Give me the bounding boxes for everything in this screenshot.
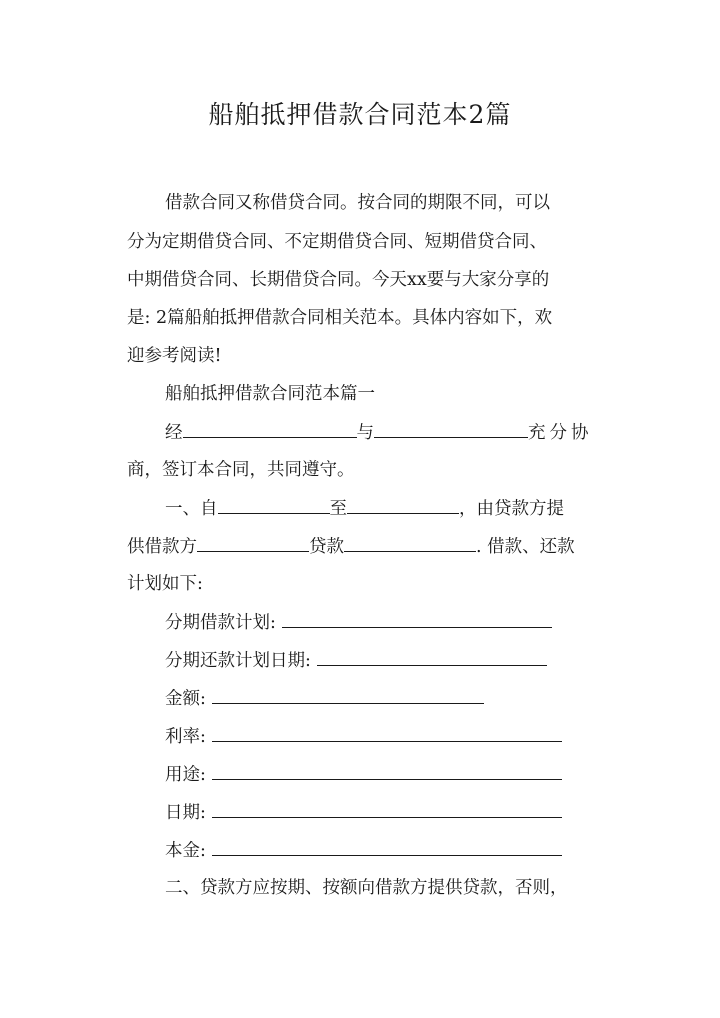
purpose-field: [165, 760, 602, 789]
party-b-blank: [374, 418, 528, 438]
parties-suffix: 充分协: [528, 423, 593, 443]
purpose-label: 用途:: [165, 765, 206, 785]
parties-prefix: 经: [165, 423, 183, 443]
clause1-line-3: 计划如下:: [127, 574, 203, 594]
installment-plan-blank: [282, 608, 552, 628]
clause1-part6: . 借款、还款: [476, 537, 575, 557]
clause1-part4: 供借款方: [127, 537, 197, 557]
loan-amount-blank: [344, 532, 476, 552]
clause1-part5: 贷款: [309, 537, 344, 557]
date-field: [165, 798, 602, 827]
parties-line: [165, 418, 602, 447]
interest-rate-field: [165, 722, 602, 751]
intro-line-4: 是: 2篇船舶抵押借款合同相关范本。具体内容如下，欢: [127, 308, 553, 328]
purpose-blank: [212, 760, 562, 780]
intro-line-1: 借款合同又称借贷合同。按合同的期限不同，可以: [165, 193, 550, 213]
repayment-date-blank: [317, 646, 547, 666]
repayment-date-label: 分期还款计划日期:: [165, 651, 311, 671]
clause1-part1: 一、自: [165, 499, 218, 519]
repayment-date-field: [165, 646, 602, 675]
parties-middle: 与: [356, 423, 374, 443]
installment-plan-label: 分期借款计划:: [165, 613, 276, 633]
intro-line-3: 中期借贷合同、长期借贷合同。今天xx要与大家分享的: [127, 270, 550, 290]
end-date-blank: [347, 494, 459, 514]
section-heading: 船舶抵押借款合同范本篇一: [165, 384, 375, 404]
loan-purpose-blank: [197, 532, 309, 552]
clause2-line: 二、贷款方应按期、按额向借款方提供贷款，否则，: [165, 878, 568, 898]
intro-line-5: 迎参考阅读!: [127, 346, 222, 366]
parties-continuation: 商，签订本合同，共同遵守。: [127, 460, 355, 480]
clause1-line-2: [127, 532, 602, 561]
clause1-part2: 至: [329, 499, 347, 519]
start-date-blank: [218, 494, 330, 514]
principal-blank: [212, 836, 562, 856]
principal-label: 本金:: [165, 841, 206, 861]
clause1-line-1: [165, 494, 602, 523]
page-title: 船舶抵押借款合同范本2篇: [208, 100, 512, 129]
party-a-blank: [183, 418, 357, 438]
amount-blank: [212, 684, 484, 704]
amount-field: [165, 684, 602, 713]
date-label: 日期:: [165, 803, 206, 823]
interest-rate-label: 利率:: [165, 727, 206, 747]
interest-rate-blank: [212, 722, 562, 742]
principal-field: [165, 836, 602, 865]
amount-label: 金额:: [165, 689, 206, 709]
intro-line-2: 分为定期借贷合同、不定期借贷合同、短期借贷合同、: [127, 232, 547, 252]
installment-plan-field: [165, 608, 602, 637]
date-blank: [212, 798, 562, 818]
clause1-part3: ，由贷款方提: [459, 499, 564, 519]
